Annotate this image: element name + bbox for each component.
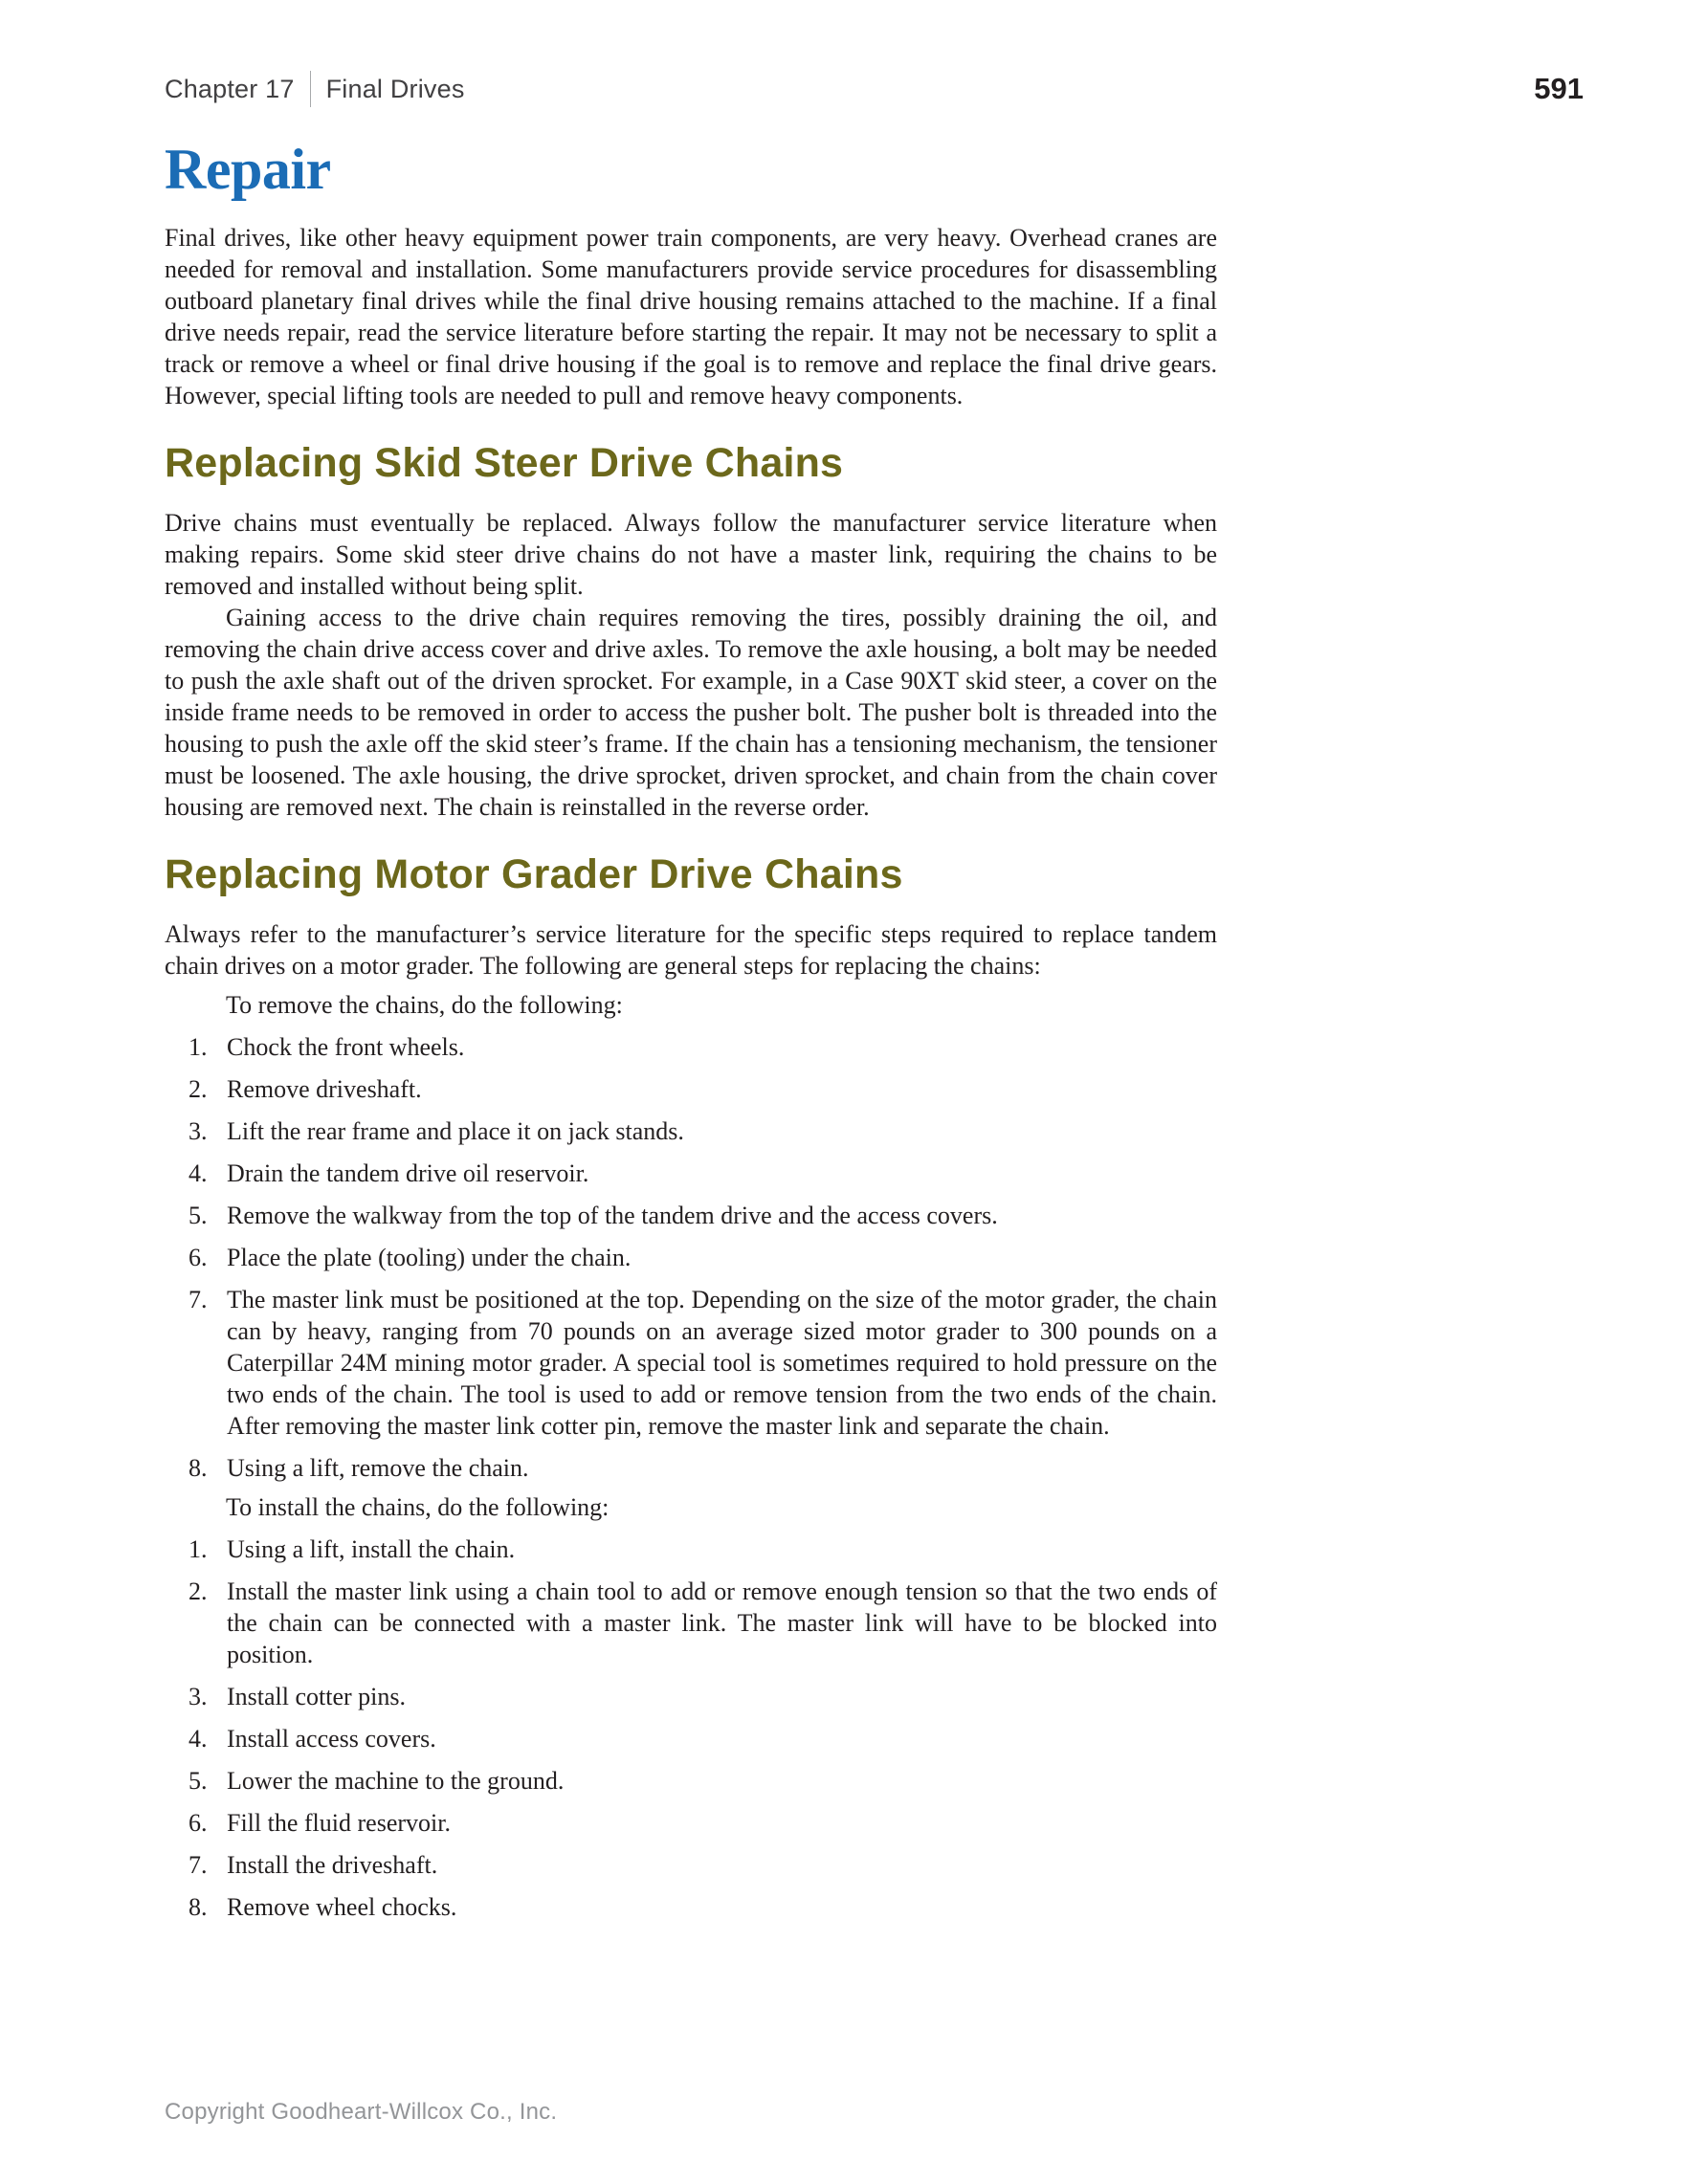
install-steps-intro: To install the chains, do the following: (226, 1493, 610, 1521)
list-item (165, 1073, 1217, 1105)
list-item-number: 5. (188, 1767, 208, 1795)
list-item-text: The master link must be positioned at the top. Depending on the size of the motor grader, the chain can by heavy, ranging from 70 pounds on an average sized motor grader to 300 pounds on a Caterpillar 24M mining motor grader. A special tool is sometimes required to hold pressure on the two ends of the chain. The tool is used to add or remove tension from the two ends of the chain. After removing the master link cotter pin, remove the master link and separate the chain. (227, 1286, 1217, 1440)
list-item-text: Install the master link using a chain tool to add or remove enough tension so that the two ends of the chain can be connected with a master link. The master link will have to be blocked into position. (227, 1577, 1217, 1668)
body-paragraph: Drive chains must eventually be replaced. Always follow the manufacturer service literature when making repairs. Some skid steer drive chains do not have a master link, requiring the chains to be removed and installed without being split. (165, 509, 1217, 600)
list-item-text: Lift the rear frame and place it on jack stands. (227, 1117, 684, 1145)
list-item (165, 1681, 1217, 1712)
list-item-number: 5. (188, 1202, 208, 1229)
chapter-label: Chapter 17 (165, 74, 295, 103)
text-column (165, 0, 1217, 1923)
list-item-number: 7. (188, 1851, 208, 1879)
list-item (165, 1765, 1217, 1797)
list-item-number: 1. (188, 1033, 208, 1061)
list-item-number: 2. (188, 1577, 208, 1605)
list-item (165, 1849, 1217, 1881)
list-item-text: Install cotter pins. (227, 1683, 407, 1710)
list-item-number: 6. (188, 1244, 208, 1271)
list-item-text: Fill the fluid reservoir. (227, 1809, 451, 1837)
list-item (165, 1807, 1217, 1839)
list-item-number: 3. (188, 1117, 208, 1145)
list-item-text: Install the driveshaft. (227, 1851, 438, 1879)
list-item (165, 1452, 1217, 1484)
list-item-text: Remove the walkway from the top of the tandem drive and the access covers. (227, 1202, 998, 1229)
list-item (165, 1200, 1217, 1231)
intro-paragraph: Final drives, like other heavy equipment power train components, are very heavy. Overhead cranes are needed for removal and installation. Some manufacturers provide service procedures for disassembling outboard planetary final drives while the final drive housing remains attached to the machine. If a final drive needs repair, read the service literature before starting the repair. It may not be necessary to split a track or remove a wheel or final drive housing if the goal is to remove and replace the final drive gears. However, special lifting tools are needed to pull and remove heavy components. (165, 224, 1217, 409)
body-paragraph: Gaining access to the drive chain requires removing the tires, possibly draining the oil, and removing the chain drive access cover and drive axles. To remove the axle housing, a bolt may be needed to push the axle shaft out of the driven sprocket. For example, in a Case 90XT skid steer, a cover on the inside frame needs to be removed in order to access the pusher bolt. The pusher bolt is threaded into the housing to push the axle off the skid steer’s frame. If the chain has a tensioning mechanism, the tensioner must be loosened. The axle housing, the drive sprocket, driven sprocket, and chain from the chain cover housing are removed next. The chain is reinstalled in the reverse order. (165, 604, 1217, 821)
list-item-text: Install access covers. (227, 1725, 436, 1753)
list-item-text: Lower the machine to the ground. (227, 1767, 565, 1795)
copyright-notice: Copyright Goodheart-Willcox Co., Inc. (165, 2099, 558, 2125)
list-item-number: 2. (188, 1075, 208, 1103)
section-heading-motor-grader: Replacing Motor Grader Drive Chains (165, 851, 903, 897)
remove-steps-list (165, 1031, 1217, 1484)
list-item (165, 1242, 1217, 1273)
install-steps-list (165, 1533, 1217, 1923)
list-item-text: Drain the tandem drive oil reservoir. (227, 1159, 589, 1187)
body-paragraph: Always refer to the manufacturer’s service literature for the specific steps required to replace tandem chain drives on a motor grader. The following are general steps for replacing the chains: (165, 920, 1217, 980)
page-title: Repair (165, 138, 331, 201)
list-item-number: 6. (188, 1809, 208, 1837)
section-heading-skid-steer: Replacing Skid Steer Drive Chains (165, 440, 844, 486)
list-item-text: Remove driveshaft. (227, 1075, 422, 1103)
page-number: 591 (1534, 72, 1584, 105)
list-item-text: Chock the front wheels. (227, 1033, 465, 1061)
list-item-number: 3. (188, 1683, 208, 1710)
list-item (165, 1723, 1217, 1754)
section-label: Final Drives (325, 74, 465, 103)
list-item (165, 1158, 1217, 1189)
list-item-number: 8. (188, 1893, 208, 1921)
list-item (165, 1284, 1217, 1442)
list-item-number: 7. (188, 1286, 208, 1313)
list-item-text: Remove wheel chocks. (227, 1893, 457, 1921)
list-item (165, 1533, 1217, 1565)
list-item-number: 4. (188, 1725, 208, 1753)
list-item-text: Using a lift, install the chain. (227, 1535, 516, 1563)
list-item-text: Using a lift, remove the chain. (227, 1454, 529, 1482)
list-item (165, 1031, 1217, 1063)
list-item-number: 8. (188, 1454, 208, 1482)
list-item (165, 1115, 1217, 1147)
list-item (165, 1576, 1217, 1670)
list-item-number: 4. (188, 1159, 208, 1187)
list-item (165, 1891, 1217, 1923)
remove-steps-intro: To remove the chains, do the following: (226, 991, 623, 1019)
list-item-text: Place the plate (tooling) under the chain. (227, 1244, 632, 1271)
list-item-number: 1. (188, 1535, 208, 1563)
